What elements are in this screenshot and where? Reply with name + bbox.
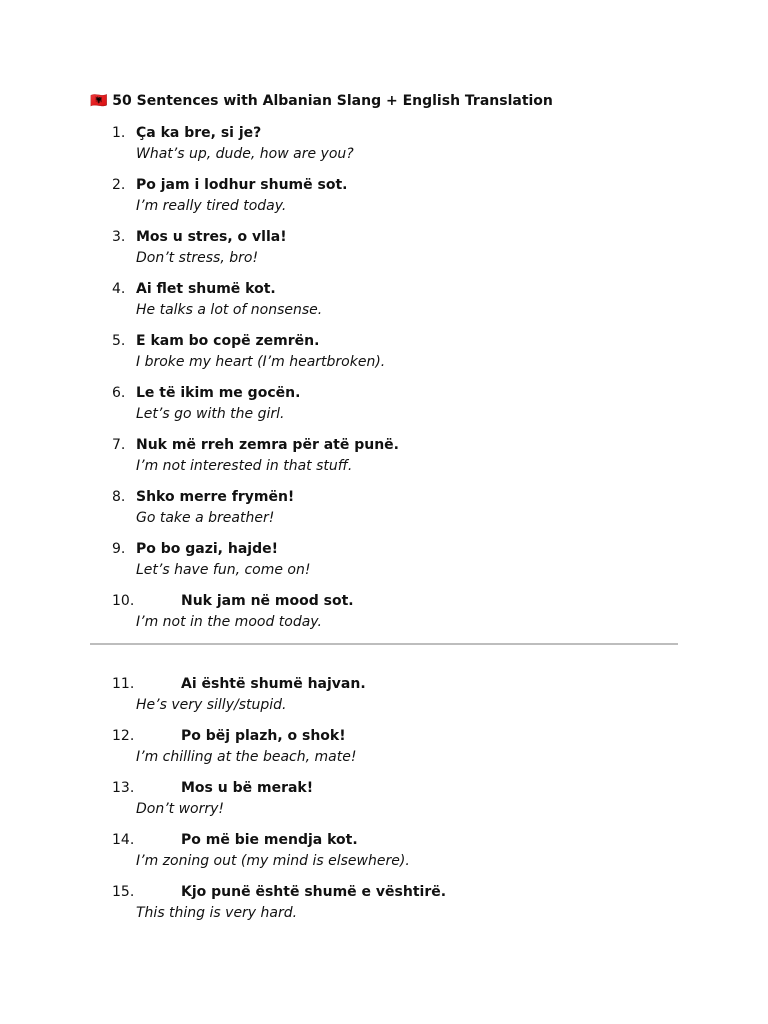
- item-number: 12.: [112, 728, 135, 744]
- english-translation: Go take a breather!: [136, 510, 275, 526]
- item-number: 4.: [112, 281, 126, 297]
- albanian-sentence: E kam bo copë zemrën.: [136, 333, 320, 349]
- item-number: 10.: [112, 593, 135, 609]
- english-translation: I broke my heart (I’m heartbroken).: [136, 354, 386, 370]
- item-number: 5.: [112, 333, 126, 349]
- albanian-sentence: Po bo gazi, hajde!: [136, 541, 278, 557]
- list-item: [0, 176, 768, 228]
- list-item: [0, 228, 768, 280]
- item-number: 3.: [112, 229, 126, 245]
- list-item: [0, 592, 768, 644]
- albanian-sentence: Po jam i lodhur shumë sot.: [136, 177, 348, 193]
- albanian-sentence: Po më bie mendja kot.: [181, 832, 358, 848]
- sentence-list-part2: [0, 675, 768, 935]
- item-number: 8.: [112, 489, 126, 505]
- list-item: [0, 384, 768, 436]
- english-translation: Let’s go with the girl.: [136, 406, 285, 422]
- english-translation: I’m really tired today.: [136, 198, 287, 214]
- item-number: 6.: [112, 385, 126, 401]
- albanian-sentence: Po bëj plazh, o shok!: [181, 728, 346, 744]
- list-item: [0, 727, 768, 779]
- english-translation: He talks a lot of nonsense.: [136, 302, 323, 318]
- english-translation: Don’t stress, bro!: [136, 250, 259, 266]
- english-translation: I’m not in the mood today.: [136, 614, 322, 630]
- item-number: 13.: [112, 780, 135, 796]
- albanian-sentence: Ai është shumë hajvan.: [181, 676, 366, 692]
- english-translation: This thing is very hard.: [136, 905, 298, 921]
- english-translation: I’m not interested in that stuff.: [136, 458, 353, 474]
- english-translation: What’s up, dude, how are you?: [136, 146, 354, 162]
- english-translation: I’m chilling at the beach, mate!: [136, 749, 357, 765]
- item-number: 9.: [112, 541, 126, 557]
- english-translation: Don’t worry!: [136, 801, 225, 817]
- english-translation: Let’s have fun, come on!: [136, 562, 311, 578]
- item-number: 1.: [112, 125, 126, 141]
- albanian-sentence: Le të ikim me gocën.: [136, 385, 301, 401]
- list-item: [0, 332, 768, 384]
- albanian-sentence: Mos u stres, o vlla!: [136, 229, 287, 245]
- item-number: 7.: [112, 437, 126, 453]
- item-number: 2.: [112, 177, 126, 193]
- list-item: [0, 488, 768, 540]
- albanian-sentence: Ça ka bre, si je?: [136, 125, 262, 141]
- document-title: 🇦🇱 50 Sentences with Albanian Slang + English Translation: [90, 93, 553, 109]
- item-number: 14.: [112, 832, 135, 848]
- albanian-sentence: Nuk më rreh zemra për atë punë.: [136, 437, 399, 453]
- list-item: [0, 124, 768, 176]
- list-item: [0, 831, 768, 883]
- list-item: [0, 883, 768, 935]
- albanian-sentence: Nuk jam në mood sot.: [181, 593, 354, 609]
- albanian-sentence: Ai flet shumë kot.: [136, 281, 276, 297]
- albanian-sentence: Kjo punë është shumë e vështirë.: [181, 884, 447, 900]
- albanian-sentence: Shko merre frymën!: [136, 489, 295, 505]
- list-item: [0, 280, 768, 332]
- horizontal-divider: [90, 643, 678, 645]
- english-translation: He’s very silly/stupid.: [136, 697, 287, 713]
- list-item: [0, 675, 768, 727]
- list-item: [0, 436, 768, 488]
- albanian-sentence: Mos u bë merak!: [181, 780, 314, 796]
- english-translation: I’m zoning out (my mind is elsewhere).: [136, 853, 410, 869]
- sentence-list-part1: [0, 124, 768, 644]
- list-item: [0, 540, 768, 592]
- item-number: 11.: [112, 676, 135, 692]
- list-item: [0, 779, 768, 831]
- item-number: 15.: [112, 884, 135, 900]
